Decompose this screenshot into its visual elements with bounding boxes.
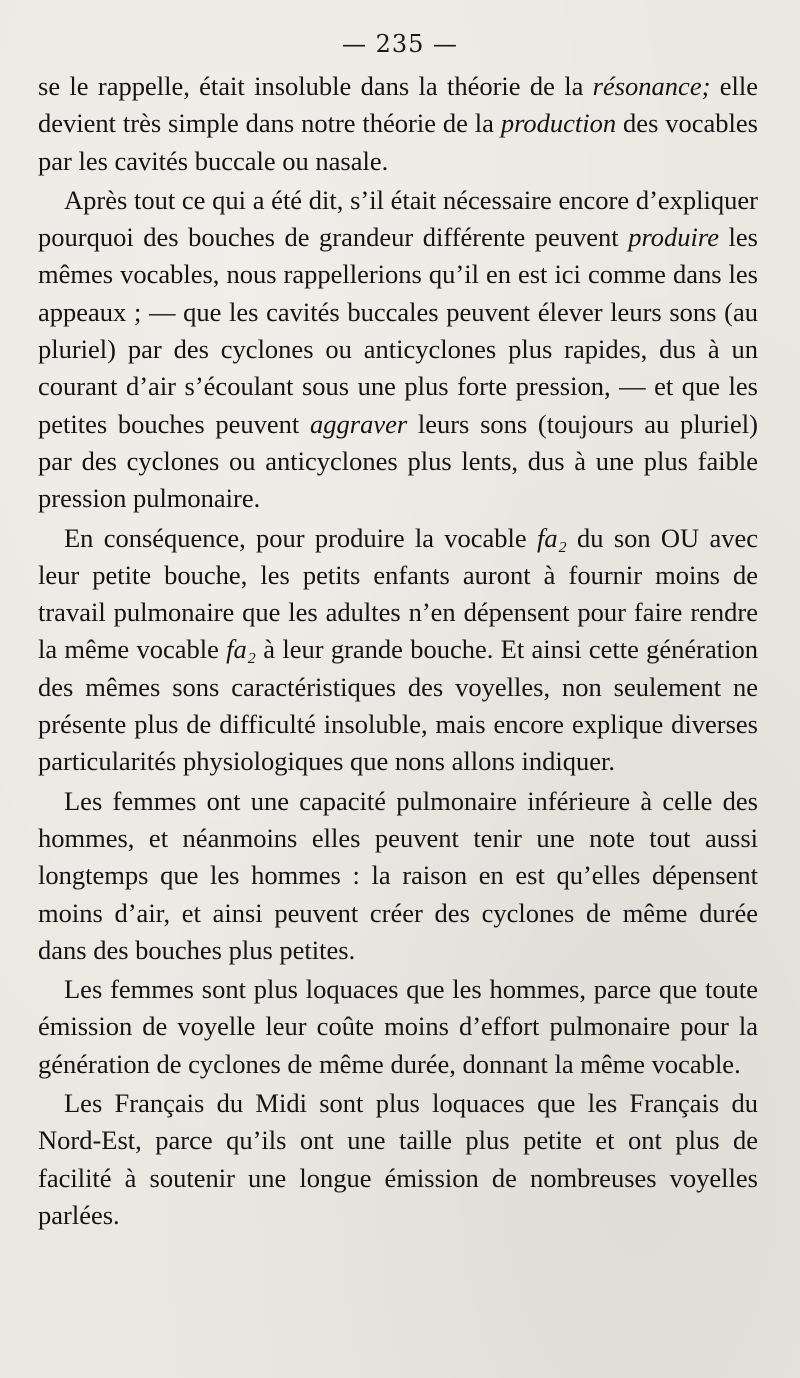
text-run: Les femmes sont plus loquaces que les hommes, parce que toute émission de voyelle leur coûte moins d’effort pulmonaire pour la génération de cyclones de même durée, donnant la même vocable.	[38, 974, 758, 1079]
text-run: Les Français du Midi sont plus loquaces que les Français du Nord-Est, parce qu’ils ont une taille plus petite et ont plus de facilité à soutenir une longue émission de nombreuses voyelles parlées.	[38, 1088, 758, 1230]
paragraph	[38, 783, 758, 969]
paragraph	[38, 182, 758, 518]
text-run: des vocables par les cavités buccale ou nasale.	[38, 108, 758, 176]
text-run: En conséquence, pour produire la vocable	[64, 522, 537, 553]
italic-term-produire: produire	[628, 222, 720, 253]
italic-term-fa2: fa₂	[226, 634, 256, 665]
paragraph	[38, 520, 758, 781]
text-run: du son OU avec leur petite bouche, les petits enfants auront à fournir moins de travail pulmonaire que les adultes n’en dépensent pour faire rendre la même vocable	[38, 522, 758, 665]
italic-term-resonance: résonance;	[592, 71, 711, 101]
text-run: leurs sons (toujours au pluriel) par des cyclones ou anticyclones plus lents, dus à une plus faible pression pulmonaire.	[38, 408, 758, 514]
italic-term-fa2: fa₂	[536, 522, 567, 553]
paragraph	[38, 68, 758, 180]
text-run: les mêmes vocables, nous rappellerions qu’il en est ici comme dans les appeaux ; — que les cavités buccales peuvent élever leurs sons (au pluriel) par des cyclones ou anticyclones plus rapides, dus à un courant d’air s’écoulant sous une plus forte pression, — et que les petites bouches peuvent	[38, 222, 758, 439]
text-run: Les femmes ont une capacité pulmonaire inférieure à celle des hommes, et néanmoins elles peuvent tenir une note tout aussi longtemps que les hommes : la raison en est qu’elles dépensent moins d’air, et ainsi peuvent créer des cyclones de même durée dans des bouches plus petites.	[38, 785, 758, 965]
text-run: Après tout ce qui a été dit, s’il était nécessaire encore d’expliquer pourquoi des bouches de grandeur différente peuvent	[38, 184, 758, 253]
text-run: elle devient très simple dans notre théorie de la	[38, 71, 759, 139]
body-text	[38, 68, 758, 1236]
paragraph	[38, 971, 758, 1083]
text-run: à leur grande bouche. Et ainsi cette génération des mêmes sons caractéristiques des voyelles, non seulement ne présente plus de difficulté insoluble, mais encore explique diverses particularités physiologiques que nons allons indiquer.	[38, 634, 758, 777]
paragraph	[38, 1085, 758, 1234]
page-number: — 235 —	[341, 30, 459, 58]
italic-term-production: production	[500, 108, 617, 139]
text-run: se le rappelle, était insoluble dans la théorie de la	[38, 71, 593, 101]
italic-term-aggraver: aggraver	[310, 408, 408, 439]
